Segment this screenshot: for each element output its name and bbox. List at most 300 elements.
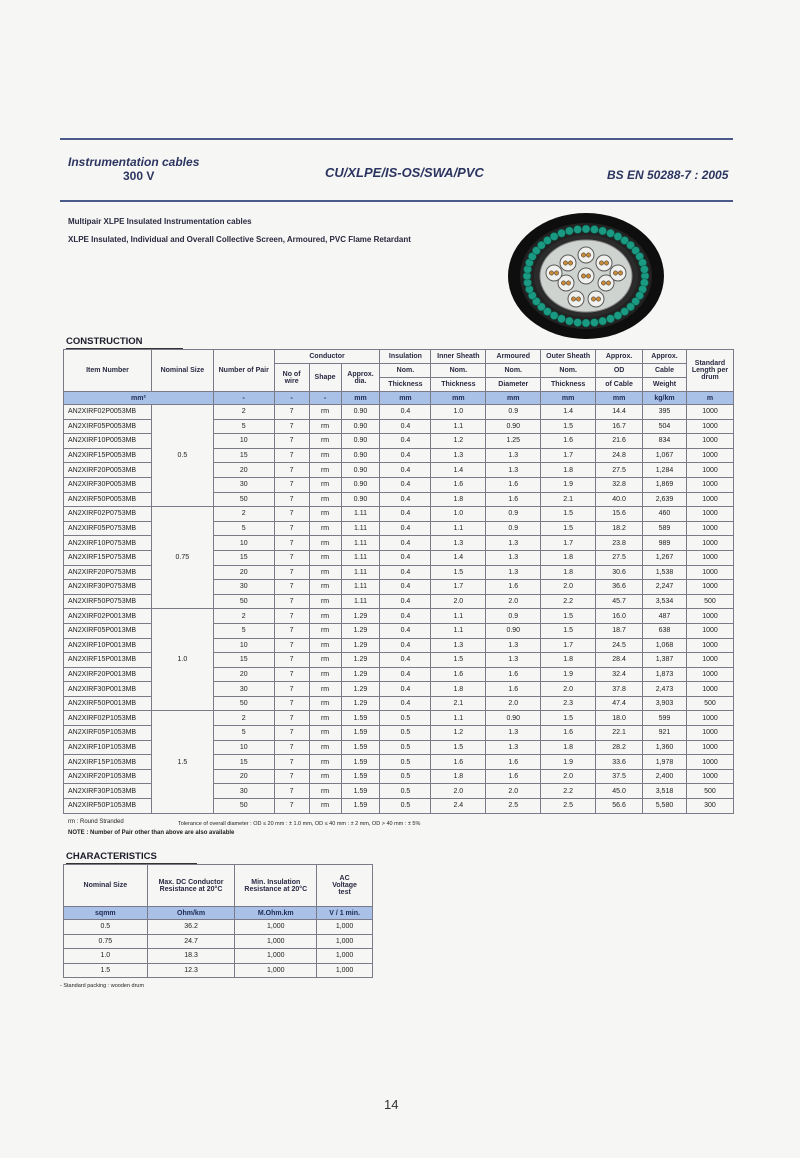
armoured-sub-1: Nom. — [486, 364, 541, 378]
table-cell: 28.4 — [596, 653, 643, 668]
table-cell: AN2XIRF30P1053MB — [64, 784, 152, 799]
table-cell: 1,000 — [317, 934, 373, 949]
table-cell: AN2XIRF20P0753MB — [64, 565, 152, 580]
table-cell: 7 — [274, 726, 309, 741]
table-cell: 1.11 — [341, 521, 380, 536]
table-cell: rm — [309, 580, 341, 595]
table-cell: 1000 — [686, 550, 733, 565]
table-cell: rm — [309, 419, 341, 434]
table-cell: AN2XIRF20P1053MB — [64, 769, 152, 784]
table-cell: 0.4 — [380, 419, 431, 434]
table-cell: 0.4 — [380, 434, 431, 449]
table-cell: 2.0 — [541, 682, 596, 697]
table-cell: AN2XIRF20P0053MB — [64, 463, 152, 478]
table-cell: 37.5 — [596, 769, 643, 784]
table-cell: 500 — [686, 696, 733, 711]
table-cell: 1000 — [686, 405, 733, 420]
table-cell: AN2XIRF02P0753MB — [64, 507, 152, 522]
unit-cell: mm — [341, 392, 380, 405]
table-cell: 1.2 — [431, 434, 486, 449]
table-cell: 1.1 — [431, 521, 486, 536]
nominal-size-cell: 0.75 — [151, 507, 213, 609]
description-line-1: Multipair XLPE Insulated Instrumentation cables — [68, 217, 252, 226]
table-cell: 1.3 — [486, 448, 541, 463]
char-unit-cell: M.Ohm.km — [235, 907, 317, 920]
table-cell: 1.59 — [341, 755, 380, 770]
table-cell: rm — [309, 492, 341, 507]
table-cell: 1.4 — [541, 405, 596, 420]
top-rule — [60, 138, 733, 140]
unit-cell: mm — [541, 392, 596, 405]
table-cell: 0.4 — [380, 405, 431, 420]
footnote-round-stranded: rm : Round Stranded — [68, 819, 124, 825]
table-cell: 24.5 — [596, 638, 643, 653]
col-approx-dia: Approx. dia. — [341, 364, 380, 392]
nominal-size-cell: 0.5 — [151, 405, 213, 507]
table-cell: 1.0 — [64, 949, 148, 964]
table-cell: 1000 — [686, 755, 733, 770]
char-unit-cell: Ohm/km — [147, 907, 235, 920]
construction-table — [63, 349, 734, 814]
table-cell: 1.3 — [486, 550, 541, 565]
table-cell: 1.3 — [486, 565, 541, 580]
table-cell: 20 — [213, 769, 274, 784]
table-cell: 32.8 — [596, 477, 643, 492]
table-cell: 0.5 — [380, 784, 431, 799]
table-cell: 0.90 — [486, 711, 541, 726]
table-cell: 1.11 — [341, 580, 380, 595]
table-cell: 1.5 — [541, 419, 596, 434]
table-cell: 1.1 — [431, 711, 486, 726]
table-cell: rm — [309, 638, 341, 653]
table-cell: 1.8 — [431, 492, 486, 507]
table-cell: AN2XIRF05P0013MB — [64, 623, 152, 638]
table-cell: 638 — [643, 623, 687, 638]
table-cell: rm — [309, 477, 341, 492]
note-other-pairs: NOTE : Number of Pair other than above are also available — [68, 830, 235, 836]
table-cell: AN2XIRF15P0753MB — [64, 550, 152, 565]
table-cell: 1,284 — [643, 463, 687, 478]
table-cell: 0.90 — [486, 623, 541, 638]
table-cell: 2 — [213, 609, 274, 624]
table-cell: 7 — [274, 711, 309, 726]
table-cell: 27.5 — [596, 550, 643, 565]
table-cell: 15 — [213, 653, 274, 668]
od-sub-1: OD — [596, 364, 643, 378]
col-nominal-size: Nominal Size — [151, 350, 213, 392]
table-cell: 395 — [643, 405, 687, 420]
table-cell: 1000 — [686, 609, 733, 624]
table-cell: 7 — [274, 638, 309, 653]
table-cell: 1000 — [686, 434, 733, 449]
table-cell: 0.5 — [380, 755, 431, 770]
table-cell: 1.11 — [341, 594, 380, 609]
voltage-rating: 300 V — [123, 169, 155, 183]
table-cell: 0.5 — [64, 920, 148, 935]
table-cell: 504 — [643, 419, 687, 434]
bottom-rule — [60, 200, 733, 202]
table-cell: 1000 — [686, 448, 733, 463]
table-cell: 2.5 — [486, 799, 541, 814]
unit-cell: - — [309, 392, 341, 405]
table-cell: 1,387 — [643, 653, 687, 668]
char-unit-cell: sqmm — [64, 907, 148, 920]
table-cell: 7 — [274, 594, 309, 609]
table-cell: 1.8 — [431, 769, 486, 784]
footnote-tolerance: Tolerance of overall diameter : OD ≤ 20 mm : ± 1.0 mm, OD ≤ 40 mm : ± 2 mm, OD > 40 mm : ± 5% — [178, 821, 421, 827]
table-cell: 1.6 — [486, 477, 541, 492]
table-cell: 30 — [213, 784, 274, 799]
table-cell: AN2XIRF30P0753MB — [64, 580, 152, 595]
table-cell: 1.7 — [541, 448, 596, 463]
table-cell: 1.6 — [486, 492, 541, 507]
table-cell: 1.3 — [486, 653, 541, 668]
table-cell: 1.7 — [541, 638, 596, 653]
table-cell: 1.25 — [486, 434, 541, 449]
table-cell: 500 — [686, 594, 733, 609]
table-cell: AN2XIRF05P1053MB — [64, 726, 152, 741]
table-cell: 50 — [213, 594, 274, 609]
table-cell: 1000 — [686, 580, 733, 595]
table-cell: 487 — [643, 609, 687, 624]
table-cell: rm — [309, 667, 341, 682]
table-cell: 0.90 — [341, 434, 380, 449]
table-cell: 10 — [213, 638, 274, 653]
unit-cell: mm — [431, 392, 486, 405]
table-cell: 1.6 — [431, 477, 486, 492]
table-cell: 0.4 — [380, 609, 431, 624]
table-cell: 460 — [643, 507, 687, 522]
table-cell: 1,978 — [643, 755, 687, 770]
table-cell: 1.6 — [431, 755, 486, 770]
table-cell: 47.4 — [596, 696, 643, 711]
table-row — [64, 963, 373, 978]
table-cell: 16.0 — [596, 609, 643, 624]
table-cell: 2.2 — [541, 594, 596, 609]
table-cell: 834 — [643, 434, 687, 449]
table-cell: 5 — [213, 419, 274, 434]
table-cell: 1000 — [686, 419, 733, 434]
table-cell: 15 — [213, 550, 274, 565]
table-cell: 10 — [213, 434, 274, 449]
table-cell: 1,267 — [643, 550, 687, 565]
table-cell: 27.5 — [596, 463, 643, 478]
table-cell: 1.29 — [341, 653, 380, 668]
table-cell: AN2XIRF10P0013MB — [64, 638, 152, 653]
table-cell: 1.6 — [541, 726, 596, 741]
table-cell: 7 — [274, 477, 309, 492]
table-cell: 0.4 — [380, 463, 431, 478]
table-cell: rm — [309, 594, 341, 609]
table-cell: 0.9 — [486, 521, 541, 536]
table-cell: 2 — [213, 711, 274, 726]
od-sub-2: of Cable — [596, 378, 643, 392]
weight-sub-2: Weight — [643, 378, 687, 392]
footnote-packing: - Standard packing : wooden drum — [60, 983, 145, 989]
table-cell: 1.11 — [341, 536, 380, 551]
table-cell: 2,473 — [643, 682, 687, 697]
table-cell: 7 — [274, 521, 309, 536]
table-cell: 7 — [274, 550, 309, 565]
table-cell: 1.3 — [486, 638, 541, 653]
nominal-size-cell: 1.0 — [151, 609, 213, 711]
table-cell: 30 — [213, 580, 274, 595]
table-cell: 28.2 — [596, 740, 643, 755]
table-cell: 20 — [213, 565, 274, 580]
table-cell: 3,518 — [643, 784, 687, 799]
table-cell: 0.4 — [380, 667, 431, 682]
table-cell: 1,068 — [643, 638, 687, 653]
table-cell: 1.59 — [341, 769, 380, 784]
col-insulation: Insulation — [380, 350, 431, 364]
table-cell: rm — [309, 623, 341, 638]
table-cell: 0.4 — [380, 448, 431, 463]
table-cell: AN2XIRF02P1053MB — [64, 711, 152, 726]
table-cell: 500 — [686, 784, 733, 799]
table-cell: 5 — [213, 726, 274, 741]
table-cell: 1.29 — [341, 638, 380, 653]
table-cell: 1.5 — [431, 565, 486, 580]
table-cell: 0.9 — [486, 507, 541, 522]
col-inner-sheath: Inner Sheath — [431, 350, 486, 364]
table-cell: 1.8 — [541, 565, 596, 580]
table-cell: 1.8 — [431, 682, 486, 697]
table-cell: 10 — [213, 740, 274, 755]
cable-cross-section-image — [506, 211, 666, 341]
unit-cell: m — [686, 392, 733, 405]
table-cell: 5 — [213, 521, 274, 536]
table-cell: 23.8 — [596, 536, 643, 551]
table-cell: 2.0 — [486, 696, 541, 711]
table-cell: 1.5 — [541, 507, 596, 522]
table-cell: 0.4 — [380, 507, 431, 522]
table-cell: 5,580 — [643, 799, 687, 814]
table-cell: rm — [309, 609, 341, 624]
table-cell: 33.6 — [596, 755, 643, 770]
table-cell: 20 — [213, 463, 274, 478]
table-cell: 14.4 — [596, 405, 643, 420]
table-cell: 2.0 — [486, 784, 541, 799]
table-cell: 1,000 — [235, 920, 317, 935]
table-cell: 1.5 — [541, 521, 596, 536]
table-cell: 0.5 — [380, 726, 431, 741]
table-cell: 7 — [274, 769, 309, 784]
table-cell: 50 — [213, 492, 274, 507]
table-cell: 1.6 — [486, 667, 541, 682]
table-cell: rm — [309, 740, 341, 755]
table-cell: 1.29 — [341, 682, 380, 697]
table-cell: 15 — [213, 448, 274, 463]
table-cell: 0.4 — [380, 696, 431, 711]
unit-cell: - — [274, 392, 309, 405]
table-cell: 36.2 — [147, 920, 235, 935]
table-cell: 1.8 — [541, 653, 596, 668]
table-cell: rm — [309, 463, 341, 478]
table-cell: 1.29 — [341, 609, 380, 624]
table-cell: 2.0 — [486, 594, 541, 609]
table-cell: 1000 — [686, 667, 733, 682]
unit-cell: kg/km — [643, 392, 687, 405]
table-cell: 1.9 — [541, 667, 596, 682]
table-cell: 7 — [274, 565, 309, 580]
table-cell: 1.8 — [541, 740, 596, 755]
table-cell: rm — [309, 565, 341, 580]
table-cell: AN2XIRF20P0013MB — [64, 667, 152, 682]
table-cell: 1.5 — [541, 609, 596, 624]
table-cell: 1.3 — [431, 536, 486, 551]
standard-reference: BS EN 50288-7 : 2005 — [607, 168, 729, 182]
table-cell: 1.3 — [486, 536, 541, 551]
table-cell: 1,067 — [643, 448, 687, 463]
table-cell: 599 — [643, 711, 687, 726]
table-cell: 2.5 — [541, 799, 596, 814]
table-cell: 7 — [274, 667, 309, 682]
col-number-of-pair: Number of Pair — [213, 350, 274, 392]
construction-code: CU/XLPE/IS-OS/SWA/PVC — [325, 165, 484, 180]
table-cell: AN2XIRF15P0013MB — [64, 653, 152, 668]
char-col-max-dc: Max. DC Conductor Resistance at 20°C — [147, 865, 235, 907]
table-cell: 50 — [213, 696, 274, 711]
table-cell: 1.3 — [486, 726, 541, 741]
table-cell: 7 — [274, 609, 309, 624]
table-cell: 1.0 — [431, 405, 486, 420]
table-cell: 2,247 — [643, 580, 687, 595]
table-cell: 3,903 — [643, 696, 687, 711]
table-cell: 1.11 — [341, 507, 380, 522]
table-cell: 0.9 — [486, 405, 541, 420]
table-cell: 2.3 — [541, 696, 596, 711]
table-cell: 1,000 — [235, 934, 317, 949]
table-cell: 7 — [274, 434, 309, 449]
construction-heading: CONSTRUCTION — [66, 336, 143, 347]
table-cell: 0.4 — [380, 477, 431, 492]
table-cell: 1.59 — [341, 711, 380, 726]
table-cell: 7 — [274, 536, 309, 551]
unit-cell: - — [213, 392, 274, 405]
table-cell: 989 — [643, 536, 687, 551]
table-cell: 1000 — [686, 726, 733, 741]
table-cell: 18.2 — [596, 521, 643, 536]
table-cell: 1.1 — [431, 419, 486, 434]
table-cell: AN2XIRF50P0013MB — [64, 696, 152, 711]
table-cell: AN2XIRF05P0053MB — [64, 419, 152, 434]
table-cell: 0.9 — [486, 609, 541, 624]
table-cell: 1.6 — [431, 667, 486, 682]
table-cell: 7 — [274, 799, 309, 814]
table-cell: 1.4 — [431, 550, 486, 565]
table-cell: rm — [309, 434, 341, 449]
table-cell: 1000 — [686, 477, 733, 492]
col-standard-length: Standard Length per drum — [686, 350, 733, 392]
table-cell: 1.29 — [341, 667, 380, 682]
table-cell: rm — [309, 521, 341, 536]
table-cell: 1000 — [686, 638, 733, 653]
table-cell: 1.29 — [341, 623, 380, 638]
table-cell: 18.0 — [596, 711, 643, 726]
col-conductor: Conductor — [274, 350, 380, 364]
table-cell: 37.8 — [596, 682, 643, 697]
table-cell: 0.4 — [380, 623, 431, 638]
table-cell: 2 — [213, 507, 274, 522]
table-cell: AN2XIRF02P0013MB — [64, 609, 152, 624]
table-cell: 1,000 — [235, 949, 317, 964]
table-cell: 7 — [274, 419, 309, 434]
insulation-sub-1: Nom. — [380, 364, 431, 378]
table-cell: rm — [309, 550, 341, 565]
table-cell: 1,873 — [643, 667, 687, 682]
table-cell: 1.8 — [541, 550, 596, 565]
table-cell: 15.6 — [596, 507, 643, 522]
table-row — [64, 949, 373, 964]
units-row — [64, 392, 734, 405]
table-row — [64, 405, 734, 420]
table-cell: 2.1 — [431, 696, 486, 711]
table-cell: 1000 — [686, 682, 733, 697]
table-cell: 2.0 — [431, 594, 486, 609]
table-cell: 2.0 — [541, 580, 596, 595]
table-cell: AN2XIRF10P0753MB — [64, 536, 152, 551]
table-cell: 1000 — [686, 623, 733, 638]
table-cell: rm — [309, 711, 341, 726]
table-cell: 1000 — [686, 463, 733, 478]
outer-sheath-sub-2: Thickness — [541, 378, 596, 392]
table-cell: 7 — [274, 448, 309, 463]
table-cell: 0.4 — [380, 536, 431, 551]
table-cell: 7 — [274, 623, 309, 638]
char-col-nominal-size: Nominal Size — [64, 865, 148, 907]
table-cell: 1,360 — [643, 740, 687, 755]
table-cell: 10 — [213, 536, 274, 551]
page-number: 14 — [384, 1097, 399, 1112]
table-cell: 7 — [274, 580, 309, 595]
table-cell: 1,000 — [317, 949, 373, 964]
table-cell: 5 — [213, 623, 274, 638]
table-cell: 1.5 — [431, 740, 486, 755]
table-cell: 0.90 — [486, 419, 541, 434]
table-cell: 1.3 — [486, 740, 541, 755]
insulation-sub-2: Thickness — [380, 378, 431, 392]
table-cell: 7 — [274, 405, 309, 420]
table-cell: 1.6 — [486, 769, 541, 784]
char-col-min-insulation: Min. Insulation Resistance at 20°C — [235, 865, 317, 907]
table-cell: 2.1 — [541, 492, 596, 507]
table-cell: rm — [309, 784, 341, 799]
table-cell: 21.6 — [596, 434, 643, 449]
char-col-ac-voltage: AC Voltage test — [317, 865, 373, 907]
table-cell: 589 — [643, 521, 687, 536]
table-cell: 1.5 — [541, 711, 596, 726]
table-cell: 0.4 — [380, 492, 431, 507]
table-cell: 2.0 — [541, 769, 596, 784]
table-cell: 16.7 — [596, 419, 643, 434]
col-approx-weight: Approx. — [643, 350, 687, 364]
table-cell: AN2XIRF05P0753MB — [64, 521, 152, 536]
table-cell: 1,869 — [643, 477, 687, 492]
table-cell: 0.5 — [380, 740, 431, 755]
table-cell: rm — [309, 769, 341, 784]
table-cell: 56.6 — [596, 799, 643, 814]
table-cell: 1.1 — [431, 623, 486, 638]
table-cell: 0.4 — [380, 565, 431, 580]
table-cell: 1.59 — [341, 784, 380, 799]
table-cell: 7 — [274, 463, 309, 478]
table-cell: AN2XIRF50P0753MB — [64, 594, 152, 609]
table-cell: 7 — [274, 682, 309, 697]
table-cell: 7 — [274, 507, 309, 522]
table-cell: 1000 — [686, 521, 733, 536]
table-cell: 1,000 — [317, 963, 373, 978]
table-cell: rm — [309, 696, 341, 711]
